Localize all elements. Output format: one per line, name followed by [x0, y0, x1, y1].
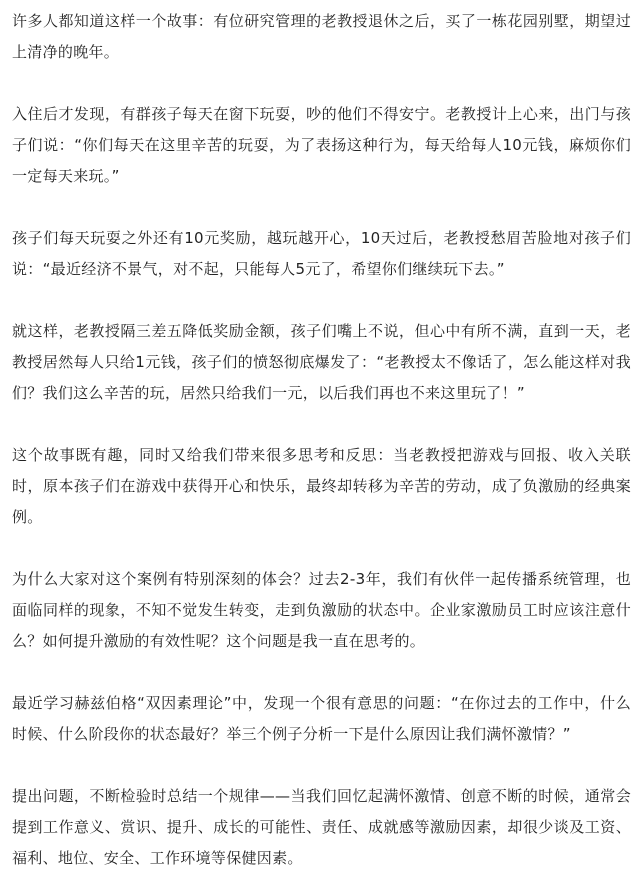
paragraph-6: 为什么大家对这个案例有特别深刻的体会？过去2-3年，我们有伙伴一起传播系统管理，也面临同样的现象，不知不觉发生转变，走到负激励的状态中。企业家激励员工时应该注意什么？如何提升激励的有效性呢？这个问题是我一直在思考的。	[12, 570, 631, 650]
paragraph-5: 这个故事既有趣，同时又给我们带来很多思考和反思：当老教授把游戏与回报、收入关联时，原本孩子们在游戏中获得开心和快乐，最终却转移为辛苦的劳动，成了负激励的经典案例。	[12, 446, 631, 526]
paragraph-7: 最近学习赫兹伯格“双因素理论”中，发现一个很有意思的问题：“在你过去的工作中，什么时候、什么阶段你的状态最好？举三个例子分析一下是什么原因让我们满怀激情？”	[12, 694, 631, 743]
paragraph-1: 许多人都知道这样一个故事：有位研究管理的老教授退休之后，买了一栋花园别墅，期望过上清净的晚年。	[12, 12, 631, 61]
paragraph-2: 入住后才发现，有群孩子每天在窗下玩耍，吵的他们不得安宁。老教授计上心来，出门与孩子们说：“你们每天在这里辛苦的玩耍，为了表扬这种行为，每天给每人10元钱，麻烦你们一定每天来玩。”	[12, 105, 631, 185]
paragraph-3: 孩子们每天玩耍之外还有10元奖励，越玩越开心，10天过后，老教授愁眉苦脸地对孩子们说：“最近经济不景气，对不起，只能每人5元了，希望你们继续玩下去。”	[12, 229, 631, 278]
article-body	[12, 6, 631, 874]
paragraph-4: 就这样，老教授隔三差五降低奖励金额，孩子们嘴上不说，但心中有所不满，直到一天，老教授居然每人只给1元钱，孩子们的愤怒彻底爆发了：“老教授太不像话了，怎么能这样对我们？我们这么辛苦的玩，居然只给我们一元，以后我们再也不来这里玩了！”	[12, 322, 631, 402]
paragraph-8: 提出问题，不断检验时总结一个规律——当我们回忆起满怀激情、创意不断的时候，通常会提到工作意义、赏识、提升、成长的可能性、责任、成就感等激励因素，却很少谈及工资、福利、地位、安全、工作环境等保健因素。	[12, 787, 631, 867]
